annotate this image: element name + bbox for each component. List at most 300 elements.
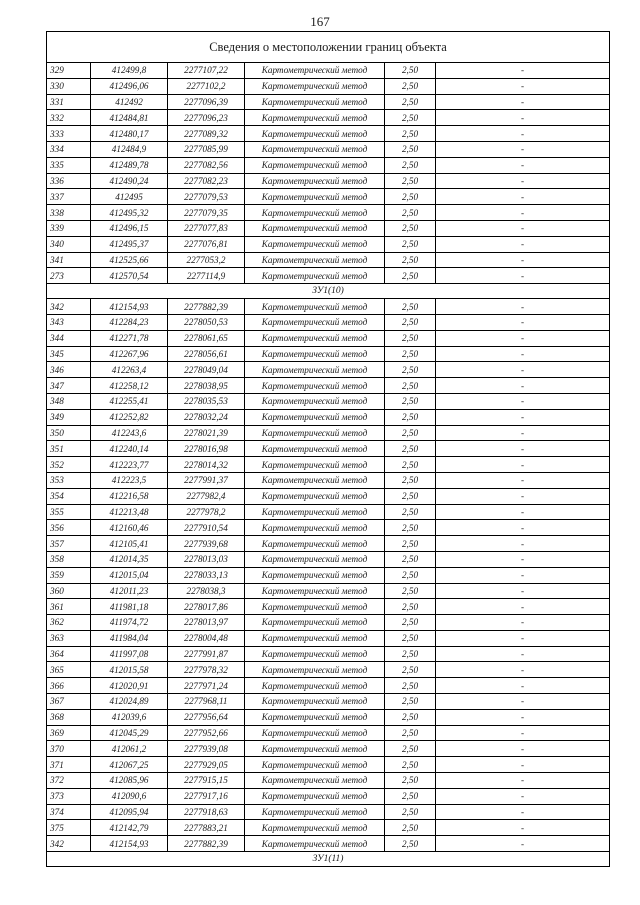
x-coordinate-cell: 412492 (91, 94, 168, 110)
table-row (47, 173, 610, 189)
description-cell: - (436, 773, 610, 789)
description-cell: - (436, 393, 610, 409)
accuracy-cell: 2,50 (385, 709, 436, 725)
table-row (47, 551, 610, 567)
method-cell: Картометрический метод (245, 252, 385, 268)
accuracy-cell: 2,50 (385, 725, 436, 741)
x-coordinate-cell: 412039,6 (91, 709, 168, 725)
x-coordinate-cell: 412223,5 (91, 472, 168, 488)
y-coordinate-cell: 2277079,53 (168, 189, 245, 205)
accuracy-cell: 2,50 (385, 583, 436, 599)
point-number-cell: 336 (47, 173, 91, 189)
description-cell: - (436, 220, 610, 236)
x-coordinate-cell: 412061,2 (91, 741, 168, 757)
accuracy-cell: 2,50 (385, 393, 436, 409)
description-cell: - (436, 583, 610, 599)
description-cell: - (436, 362, 610, 378)
x-coordinate-cell: 412015,04 (91, 567, 168, 583)
description-cell: - (436, 709, 610, 725)
point-number-cell: 369 (47, 725, 91, 741)
description-cell: - (436, 551, 610, 567)
description-cell: - (436, 615, 610, 631)
accuracy-cell: 2,50 (385, 126, 436, 142)
table-row (47, 725, 610, 741)
y-coordinate-cell: 2278038,3 (168, 583, 245, 599)
accuracy-cell: 2,50 (385, 836, 436, 852)
table-row (47, 78, 610, 94)
point-number-cell: 333 (47, 126, 91, 142)
accuracy-cell: 2,50 (385, 567, 436, 583)
table-row (47, 741, 610, 757)
table-row (47, 457, 610, 473)
description-cell: - (436, 520, 610, 536)
y-coordinate-cell: 2277956,64 (168, 709, 245, 725)
point-number-cell: 365 (47, 662, 91, 678)
point-number-cell: 352 (47, 457, 91, 473)
accuracy-cell: 2,50 (385, 488, 436, 504)
point-number-cell: 366 (47, 678, 91, 694)
y-coordinate-cell: 2277939,08 (168, 741, 245, 757)
method-cell: Картометрический метод (245, 78, 385, 94)
y-coordinate-cell: 2278050,53 (168, 314, 245, 330)
method-cell: Картометрический метод (245, 646, 385, 662)
method-cell: Картометрический метод (245, 488, 385, 504)
y-coordinate-cell: 2278017,86 (168, 599, 245, 615)
y-coordinate-cell: 2278013,03 (168, 551, 245, 567)
description-cell: - (436, 662, 610, 678)
y-coordinate-cell: 2277114,9 (168, 268, 245, 284)
description-cell: - (436, 472, 610, 488)
accuracy-cell: 2,50 (385, 536, 436, 552)
method-cell: Картометрический метод (245, 425, 385, 441)
point-number-cell: 342 (47, 836, 91, 852)
x-coordinate-cell: 412267,96 (91, 346, 168, 362)
x-coordinate-cell: 412243,6 (91, 425, 168, 441)
table-row (47, 662, 610, 678)
table-row (47, 220, 610, 236)
accuracy-cell: 2,50 (385, 599, 436, 615)
point-number-cell: 335 (47, 157, 91, 173)
point-number-cell: 370 (47, 741, 91, 757)
x-coordinate-cell: 412154,93 (91, 299, 168, 315)
method-cell: Картометрический метод (245, 173, 385, 189)
y-coordinate-cell: 2277939,68 (168, 536, 245, 552)
accuracy-cell: 2,50 (385, 268, 436, 284)
point-number-cell: 356 (47, 520, 91, 536)
table-row (47, 299, 610, 315)
description-cell: - (436, 378, 610, 394)
accuracy-cell: 2,50 (385, 409, 436, 425)
y-coordinate-cell: 2277102,2 (168, 78, 245, 94)
y-coordinate-cell: 2277107,22 (168, 63, 245, 79)
table-row (47, 346, 610, 362)
accuracy-cell: 2,50 (385, 378, 436, 394)
table-row (47, 836, 610, 852)
description-cell: - (436, 457, 610, 473)
description-cell: - (436, 268, 610, 284)
table-row (47, 441, 610, 457)
accuracy-cell: 2,50 (385, 141, 436, 157)
accuracy-cell: 2,50 (385, 78, 436, 94)
point-number-cell: 349 (47, 409, 91, 425)
y-coordinate-cell: 2278021,39 (168, 425, 245, 441)
accuracy-cell: 2,50 (385, 94, 436, 110)
description-cell: - (436, 205, 610, 221)
y-coordinate-cell: 2278032,24 (168, 409, 245, 425)
accuracy-cell: 2,50 (385, 189, 436, 205)
method-cell: Картометрический метод (245, 378, 385, 394)
y-coordinate-cell: 2277978,2 (168, 504, 245, 520)
y-coordinate-cell: 2277991,37 (168, 472, 245, 488)
x-coordinate-cell: 412271,78 (91, 330, 168, 346)
table-row (47, 630, 610, 646)
accuracy-cell: 2,50 (385, 820, 436, 836)
x-coordinate-cell: 412154,93 (91, 836, 168, 852)
accuracy-cell: 2,50 (385, 346, 436, 362)
x-coordinate-cell: 411997,08 (91, 646, 168, 662)
y-coordinate-cell: 2278038,95 (168, 378, 245, 394)
description-cell: - (436, 741, 610, 757)
x-coordinate-cell: 412024,89 (91, 694, 168, 710)
x-coordinate-cell: 412020,91 (91, 678, 168, 694)
table-row (47, 393, 610, 409)
y-coordinate-cell: 2277085,99 (168, 141, 245, 157)
method-cell: Картометрический метод (245, 583, 385, 599)
accuracy-cell: 2,50 (385, 110, 436, 126)
method-cell: Картометрический метод (245, 314, 385, 330)
method-cell: Картометрический метод (245, 189, 385, 205)
method-cell: Картометрический метод (245, 536, 385, 552)
table-row (47, 314, 610, 330)
accuracy-cell: 2,50 (385, 804, 436, 820)
point-number-cell: 354 (47, 488, 91, 504)
table-row (47, 330, 610, 346)
accuracy-cell: 2,50 (385, 236, 436, 252)
table-row (47, 757, 610, 773)
description-cell: - (436, 299, 610, 315)
accuracy-cell: 2,50 (385, 504, 436, 520)
description-cell: - (436, 63, 610, 79)
x-coordinate-cell: 412213,48 (91, 504, 168, 520)
y-coordinate-cell: 2278014,32 (168, 457, 245, 473)
method-cell: Картометрический метод (245, 346, 385, 362)
point-number-cell: 347 (47, 378, 91, 394)
accuracy-cell: 2,50 (385, 630, 436, 646)
method-cell: Картометрический метод (245, 836, 385, 852)
method-cell: Картометрический метод (245, 694, 385, 710)
y-coordinate-cell: 2277079,35 (168, 205, 245, 221)
point-number-cell: 330 (47, 78, 91, 94)
section-label: ЗУ1(10) (47, 284, 610, 299)
accuracy-cell: 2,50 (385, 314, 436, 330)
description-cell: - (436, 126, 610, 142)
section-header-row (47, 284, 610, 299)
method-cell: Картометрический метод (245, 678, 385, 694)
table-row (47, 141, 610, 157)
method-cell: Картометрический метод (245, 457, 385, 473)
point-number-cell: 345 (47, 346, 91, 362)
method-cell: Картометрический метод (245, 773, 385, 789)
x-coordinate-cell: 412011,23 (91, 583, 168, 599)
description-cell: - (436, 330, 610, 346)
table-row (47, 788, 610, 804)
table-title-row (47, 32, 610, 63)
table-row (47, 804, 610, 820)
description-cell: - (436, 504, 610, 520)
point-number-cell: 375 (47, 820, 91, 836)
point-number-cell: 348 (47, 393, 91, 409)
x-coordinate-cell: 412105,41 (91, 536, 168, 552)
description-cell: - (436, 694, 610, 710)
point-number-cell: 359 (47, 567, 91, 583)
accuracy-cell: 2,50 (385, 330, 436, 346)
y-coordinate-cell: 2277882,39 (168, 299, 245, 315)
description-cell: - (436, 599, 610, 615)
point-number-cell: 363 (47, 630, 91, 646)
x-coordinate-cell: 412142,79 (91, 820, 168, 836)
point-number-cell: 342 (47, 299, 91, 315)
point-number-cell: 350 (47, 425, 91, 441)
table-row (47, 378, 610, 394)
x-coordinate-cell: 412489,78 (91, 157, 168, 173)
point-number-cell: 329 (47, 63, 91, 79)
y-coordinate-cell: 2277982,4 (168, 488, 245, 504)
description-cell: - (436, 236, 610, 252)
point-number-cell: 357 (47, 536, 91, 552)
method-cell: Картометрический метод (245, 236, 385, 252)
description-cell: - (436, 820, 610, 836)
x-coordinate-cell: 412484,81 (91, 110, 168, 126)
accuracy-cell: 2,50 (385, 173, 436, 189)
description-cell: - (436, 488, 610, 504)
y-coordinate-cell: 2278056,61 (168, 346, 245, 362)
method-cell: Картометрический метод (245, 220, 385, 236)
description-cell: - (436, 346, 610, 362)
table-row (47, 520, 610, 536)
y-coordinate-cell: 2278049,04 (168, 362, 245, 378)
accuracy-cell: 2,50 (385, 662, 436, 678)
x-coordinate-cell: 412258,12 (91, 378, 168, 394)
point-number-cell: 360 (47, 583, 91, 599)
x-coordinate-cell: 412223,77 (91, 457, 168, 473)
table-row (47, 488, 610, 504)
method-cell: Картометрический метод (245, 804, 385, 820)
point-number-cell: 340 (47, 236, 91, 252)
x-coordinate-cell: 412240,14 (91, 441, 168, 457)
x-coordinate-cell: 412570,54 (91, 268, 168, 284)
point-number-cell: 373 (47, 788, 91, 804)
method-cell: Картометрический метод (245, 788, 385, 804)
table-row (47, 709, 610, 725)
table-row (47, 615, 610, 631)
x-coordinate-cell: 412496,15 (91, 220, 168, 236)
x-coordinate-cell: 412525,66 (91, 252, 168, 268)
x-coordinate-cell: 412496,06 (91, 78, 168, 94)
y-coordinate-cell: 2278004,48 (168, 630, 245, 646)
y-coordinate-cell: 2277978,32 (168, 662, 245, 678)
x-coordinate-cell: 412014,35 (91, 551, 168, 567)
point-number-cell: 364 (47, 646, 91, 662)
table-row (47, 157, 610, 173)
x-coordinate-cell: 411974,72 (91, 615, 168, 631)
x-coordinate-cell: 412263,4 (91, 362, 168, 378)
method-cell: Картометрический метод (245, 567, 385, 583)
y-coordinate-cell: 2277971,24 (168, 678, 245, 694)
y-coordinate-cell: 2277917,16 (168, 788, 245, 804)
description-cell: - (436, 189, 610, 205)
y-coordinate-cell: 2277929,05 (168, 757, 245, 773)
accuracy-cell: 2,50 (385, 362, 436, 378)
table-row (47, 409, 610, 425)
method-cell: Картометрический метод (245, 126, 385, 142)
point-number-cell: 372 (47, 773, 91, 789)
method-cell: Картометрический метод (245, 393, 385, 409)
x-coordinate-cell: 412499,8 (91, 63, 168, 79)
table-row (47, 236, 610, 252)
table-row (47, 268, 610, 284)
method-cell: Картометрический метод (245, 472, 385, 488)
table-row (47, 820, 610, 836)
x-coordinate-cell: 412252,82 (91, 409, 168, 425)
accuracy-cell: 2,50 (385, 615, 436, 631)
point-number-cell: 343 (47, 314, 91, 330)
y-coordinate-cell: 2278016,98 (168, 441, 245, 457)
x-coordinate-cell: 412484,9 (91, 141, 168, 157)
point-number-cell: 368 (47, 709, 91, 725)
y-coordinate-cell: 2277096,23 (168, 110, 245, 126)
accuracy-cell: 2,50 (385, 157, 436, 173)
description-cell: - (436, 567, 610, 583)
method-cell: Картометрический метод (245, 725, 385, 741)
method-cell: Картометрический метод (245, 110, 385, 126)
description-cell: - (436, 252, 610, 268)
y-coordinate-cell: 2277915,15 (168, 773, 245, 789)
x-coordinate-cell: 412495,37 (91, 236, 168, 252)
x-coordinate-cell: 412284,23 (91, 314, 168, 330)
table-row (47, 63, 610, 79)
method-cell: Картометрический метод (245, 630, 385, 646)
method-cell: Картометрический метод (245, 141, 385, 157)
description-cell: - (436, 314, 610, 330)
description-cell: - (436, 110, 610, 126)
y-coordinate-cell: 2277076,81 (168, 236, 245, 252)
table-row (47, 472, 610, 488)
table-row (47, 536, 610, 552)
y-coordinate-cell: 2277082,23 (168, 173, 245, 189)
y-coordinate-cell: 2278061,65 (168, 330, 245, 346)
boundary-table (46, 31, 610, 867)
point-number-cell: 367 (47, 694, 91, 710)
table-row (47, 773, 610, 789)
table-row (47, 567, 610, 583)
method-cell: Картометрический метод (245, 409, 385, 425)
method-cell: Картометрический метод (245, 709, 385, 725)
point-number-cell: 351 (47, 441, 91, 457)
point-number-cell: 362 (47, 615, 91, 631)
table-title: Сведения о местоположении границ объекта (47, 32, 610, 63)
accuracy-cell: 2,50 (385, 220, 436, 236)
table-row (47, 362, 610, 378)
table-row (47, 110, 610, 126)
description-cell: - (436, 78, 610, 94)
table-row (47, 694, 610, 710)
point-number-cell: 358 (47, 551, 91, 567)
description-cell: - (436, 157, 610, 173)
description-cell: - (436, 536, 610, 552)
x-coordinate-cell: 411981,18 (91, 599, 168, 615)
y-coordinate-cell: 2277053,2 (168, 252, 245, 268)
description-cell: - (436, 94, 610, 110)
table-row (47, 126, 610, 142)
point-number-cell: 371 (47, 757, 91, 773)
x-coordinate-cell: 412490,24 (91, 173, 168, 189)
accuracy-cell: 2,50 (385, 441, 436, 457)
method-cell: Картометрический метод (245, 615, 385, 631)
accuracy-cell: 2,50 (385, 678, 436, 694)
description-cell: - (436, 757, 610, 773)
point-number-cell: 374 (47, 804, 91, 820)
description-cell: - (436, 141, 610, 157)
table-row (47, 425, 610, 441)
method-cell: Картометрический метод (245, 551, 385, 567)
accuracy-cell: 2,50 (385, 788, 436, 804)
x-coordinate-cell: 412015,58 (91, 662, 168, 678)
description-cell: - (436, 173, 610, 189)
table-row (47, 646, 610, 662)
method-cell: Картометрический метод (245, 820, 385, 836)
accuracy-cell: 2,50 (385, 425, 436, 441)
table-row (47, 94, 610, 110)
accuracy-cell: 2,50 (385, 299, 436, 315)
method-cell: Картометрический метод (245, 504, 385, 520)
x-coordinate-cell: 412160,46 (91, 520, 168, 536)
y-coordinate-cell: 2277089,32 (168, 126, 245, 142)
accuracy-cell: 2,50 (385, 63, 436, 79)
y-coordinate-cell: 2277952,66 (168, 725, 245, 741)
x-coordinate-cell: 412255,41 (91, 393, 168, 409)
y-coordinate-cell: 2277910,54 (168, 520, 245, 536)
y-coordinate-cell: 2277096,39 (168, 94, 245, 110)
method-cell: Картометрический метод (245, 599, 385, 615)
method-cell: Картометрический метод (245, 63, 385, 79)
x-coordinate-cell: 412067,25 (91, 757, 168, 773)
method-cell: Картометрический метод (245, 741, 385, 757)
point-number-cell: 338 (47, 205, 91, 221)
x-coordinate-cell: 412480,17 (91, 126, 168, 142)
table-row (47, 205, 610, 221)
method-cell: Картометрический метод (245, 362, 385, 378)
accuracy-cell: 2,50 (385, 205, 436, 221)
x-coordinate-cell: 412095,94 (91, 804, 168, 820)
method-cell: Картометрический метод (245, 205, 385, 221)
method-cell: Картометрический метод (245, 157, 385, 173)
description-cell: - (436, 678, 610, 694)
description-cell: - (436, 804, 610, 820)
x-coordinate-cell: 412495,32 (91, 205, 168, 221)
table-row (47, 599, 610, 615)
accuracy-cell: 2,50 (385, 757, 436, 773)
table-row (47, 583, 610, 599)
y-coordinate-cell: 2277077,83 (168, 220, 245, 236)
y-coordinate-cell: 2278033,13 (168, 567, 245, 583)
description-cell: - (436, 425, 610, 441)
accuracy-cell: 2,50 (385, 646, 436, 662)
method-cell: Картометрический метод (245, 441, 385, 457)
description-cell: - (436, 441, 610, 457)
point-number-cell: 332 (47, 110, 91, 126)
table-row (47, 678, 610, 694)
point-number-cell: 273 (47, 268, 91, 284)
